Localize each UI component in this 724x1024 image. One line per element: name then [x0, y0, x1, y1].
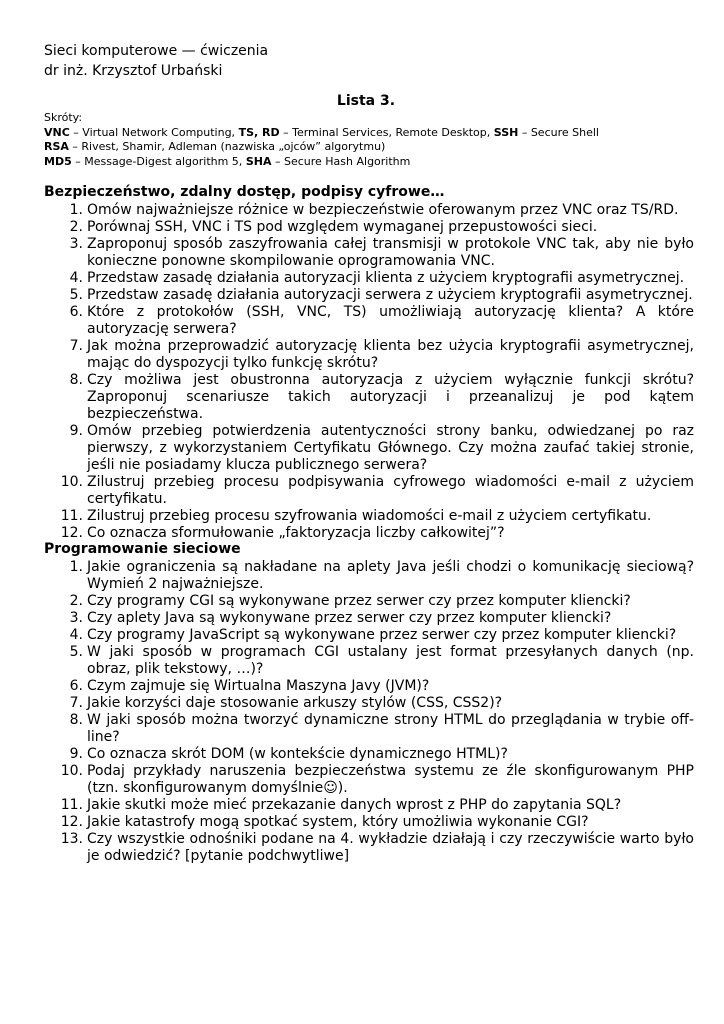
section-title: Bezpieczeństwo, zdalny dostęp, podpisy cyfrowe…	[44, 184, 445, 200]
question-item	[44, 219, 694, 236]
question-text: Które z protokołów (SSH, VNC, TS) umożliwiają autoryzację klienta? A które autoryzację serwera?	[87, 304, 694, 337]
question-item	[44, 372, 694, 423]
question-text: Czy możliwa jest obustronna autoryzacja z użyciem wyłącznie funkcji skrótu? Zaproponuj scenariusze takich autoryzacji i przeanalizuj je pod kątem bezpieczeństwa.	[87, 372, 694, 422]
question-text: Porównaj SSH, VNC i TS pod względem wymaganej przepustowości sieci.	[87, 219, 598, 235]
question-text: Czym zajmuje się Wirtualna Maszyna Javy (JVM)?	[87, 678, 430, 694]
question-number: 7.	[69, 695, 83, 711]
abbr-def: – Secure Hash Algorithm	[271, 154, 411, 168]
question-text: Jakie korzyści daje stosowanie arkuszy stylów (CSS, CSS2)?	[87, 695, 503, 711]
abbr-term: SHA	[245, 154, 272, 168]
question-item	[44, 525, 694, 542]
question-number: 2.	[69, 593, 83, 609]
abbr-term: SSH	[493, 125, 519, 139]
question-item	[44, 559, 694, 593]
section-network-programming	[44, 541, 694, 865]
question-text: Czy programy JavaScript są wykonywane przez serwer czy przez komputer kliencki?	[87, 627, 677, 643]
question-text: Czy programy CGI są wykonywane przez serwer czy przez komputer kliencki?	[87, 593, 631, 609]
abbreviations-block	[44, 111, 694, 169]
question-text: Jakie katastrofy mogą spotkać system, który umożliwia wykonanie CGI?	[87, 814, 589, 830]
abbr-def: – Secure Shell	[518, 125, 599, 139]
abbr-term: VNC	[44, 125, 70, 139]
question-text: W jaki sposób można tworzyć dynamiczne strony HTML do przeglądania w trybie off-line?	[87, 712, 694, 745]
question-number: 4.	[69, 270, 83, 286]
abbr-def: – Terminal Services, Remote Desktop,	[279, 125, 494, 139]
question-item	[44, 610, 694, 627]
question-text: Co oznacza sformułowanie „faktoryzacja liczby całkowitej”?	[87, 525, 505, 541]
question-item	[44, 338, 694, 372]
question-number: 10.	[60, 474, 83, 490]
question-text: Czy aplety Java są wykonywane przez serwer czy przez komputer kliencki?	[87, 610, 612, 626]
question-number: 10.	[60, 763, 83, 779]
question-number: 4.	[69, 627, 83, 643]
question-number: 6.	[69, 678, 83, 694]
question-number: 9.	[69, 423, 83, 439]
question-text: Omów najważniejsze różnice w bezpieczeństwie oferowanym przez VNC oraz TS/RD.	[87, 202, 679, 218]
abbr-def: – Message-Digest algorithm 5,	[71, 154, 246, 168]
question-text: Podaj przykłady naruszenia bezpieczeństwa systemu ze źle skonfigurowanym PHP (tzn. skonfigurowanym domyślnie☺).	[87, 763, 694, 796]
question-number: 2.	[69, 219, 83, 235]
question-number: 1.	[69, 559, 83, 575]
question-item	[44, 593, 694, 610]
abbr-def: – Virtual Network Computing,	[69, 125, 239, 139]
question-number: 11.	[60, 797, 83, 813]
question-item	[44, 202, 694, 219]
question-number: 8.	[69, 712, 83, 728]
question-item	[44, 746, 694, 763]
document-header	[44, 41, 268, 81]
author-name: dr inż. Krzysztof Urbański	[44, 63, 223, 79]
abbr-term: MD5	[44, 154, 72, 168]
abbreviations-line	[44, 140, 694, 155]
question-number: 12.	[60, 525, 83, 541]
question-item	[44, 287, 694, 304]
question-text: Zilustruj przebieg procesu podpisywania cyfrowego wiadomości e-mail z użyciem certyfikatu.	[87, 474, 694, 507]
question-item	[44, 474, 694, 508]
question-item	[44, 695, 694, 712]
question-item	[44, 627, 694, 644]
question-text: Jakie ograniczenia są nakładane na aplety Java jeśli chodzi o komunikację sieciową? Wymień 2 najważniejsze.	[87, 559, 694, 592]
question-item	[44, 814, 694, 831]
abbreviations-line	[44, 126, 694, 141]
question-item	[44, 508, 694, 525]
question-number: 5.	[69, 287, 83, 303]
question-text: Jak można przeprowadzić autoryzację klienta bez użycia kryptografii asymetrycznej, mając do dyspozycji tylko funkcję skrótu?	[87, 338, 694, 371]
course-title: Sieci komputerowe — ćwiczenia	[44, 43, 269, 59]
question-number: 11.	[60, 508, 83, 524]
question-item	[44, 423, 694, 474]
question-text: Czy wszystkie odnośniki podane na 4. wykładzie działają i czy rzeczywiście warto było je odwiedzić? [pytanie podchwytliwe]	[87, 831, 694, 864]
question-text: Jakie skutki może mieć przekazanie danych wprost z PHP do zapytania SQL?	[87, 797, 622, 813]
question-number: 8.	[69, 372, 83, 388]
question-text: Co oznacza skrót DOM (w kontekście dynamicznego HTML)?	[87, 746, 508, 762]
question-number: 6.	[69, 304, 83, 320]
abbr-def: – Rivest, Shamir, Adleman (nazwiska „ojców” algorytmu)	[68, 140, 386, 153]
question-item	[44, 304, 694, 338]
abbr-term: TS, RD	[238, 125, 280, 139]
question-text: Zilustruj przebieg procesu szyfrowania wiadomości e-mail z użyciem certyfikatu.	[87, 508, 652, 524]
question-number: 12.	[60, 814, 83, 830]
question-text: Przedstaw zasadę działania autoryzacji klienta z użyciem kryptografii asymetrycznej.	[87, 270, 685, 286]
abbreviations-label: Skróty:	[44, 111, 83, 124]
question-list	[44, 559, 694, 865]
question-number: 5.	[69, 644, 83, 660]
list-title: Lista 3.	[336, 93, 396, 109]
question-number: 7.	[69, 338, 83, 354]
section-security	[44, 184, 694, 542]
question-text: Zaproponuj sposób zaszyfrowania całej transmisji w protokole VNC tak, aby nie było konieczne ponowne skompilowanie oprogramowania VNC.	[87, 236, 694, 269]
question-item	[44, 797, 694, 814]
question-text: Przedstaw zasadę działania autoryzacji serwera z użyciem kryptografii asymetrycznej.	[87, 287, 693, 303]
question-item	[44, 270, 694, 287]
question-item	[44, 763, 694, 797]
question-number: 3.	[69, 610, 83, 626]
question-item	[44, 678, 694, 695]
question-item	[44, 712, 694, 746]
question-item	[44, 831, 694, 865]
question-item	[44, 236, 694, 270]
question-text: Omów przebieg potwierdzenia autentyczności strony banku, odwiedzanej po raz pierwszy, z wykorzystaniem Certyfikatu Głównego. Czy można zaufać takiej stronie, jeśli nie posiadamy klucza publicznego serwera?	[87, 423, 694, 473]
question-text: W jaki sposób w programach CGI ustalany jest format przesyłanych danych (np. obraz, plik tekstowy, …)?	[87, 644, 694, 677]
question-list	[44, 202, 694, 542]
question-number: 1.	[69, 202, 83, 218]
question-number: 9.	[69, 746, 83, 762]
question-item	[44, 644, 694, 678]
abbr-term: RSA	[44, 140, 69, 153]
abbreviations-line	[44, 155, 694, 170]
section-title: Programowanie sieciowe	[44, 541, 241, 557]
question-number: 3.	[69, 236, 83, 252]
question-number: 13.	[60, 831, 83, 847]
